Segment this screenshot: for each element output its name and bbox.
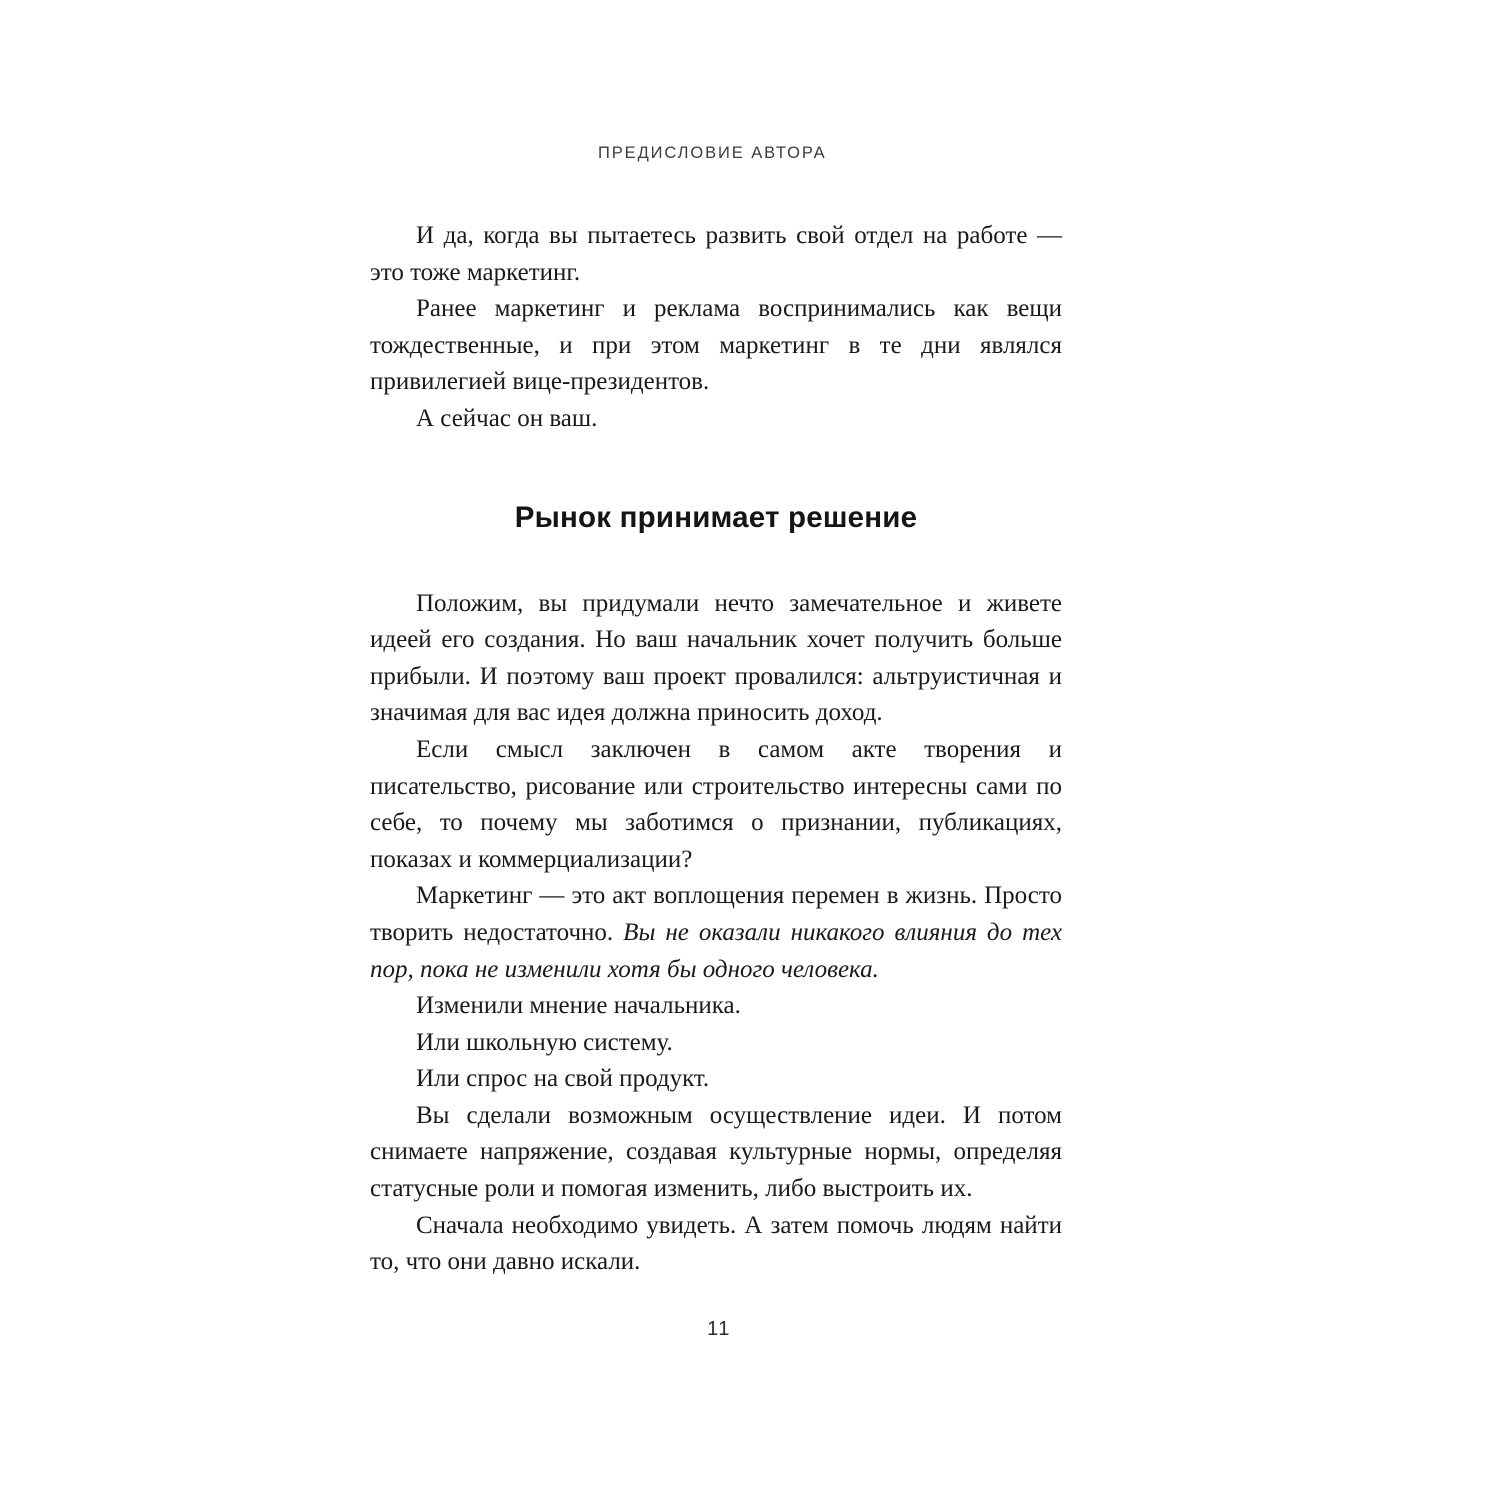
running-header-text: ПРЕДИСЛОВИЕ АВТОРА <box>598 144 827 162</box>
paragraph-6 <box>370 878 1062 988</box>
page-number <box>0 1318 1500 1341</box>
paragraph-6-lead: Маркетинг — это акт воплощения перемен в жизнь. Просто творить недостаточно. <box>370 882 1062 946</box>
page-number-value: 11 <box>707 1318 731 1340</box>
paragraph-1: И да, когда вы пытаетесь развить свой отдел на работе — это тоже маркетинг. <box>370 222 1062 286</box>
running-header <box>370 144 1062 163</box>
paragraph-7: Изменили мнение начальника. <box>416 992 741 1020</box>
section-heading: Рынок принимает решение <box>514 500 918 534</box>
spacer-below-heading <box>370 536 1062 586</box>
paragraph-6-italic-emphasis: Вы не оказали никакого влияния до тех пор, пока не изменили хотя бы одного человека. <box>370 918 1062 983</box>
paragraph-3: А сейчас он ваш. <box>416 404 598 432</box>
paragraph-10: Вы сделали возможным осуществление идеи. И потом снимаете напряжение, создавая культурные нормы, определяя статусные роли и помогая изменить, либо выстроить их. <box>370 1101 1062 1203</box>
spacer-above-heading <box>370 438 1062 500</box>
text-column <box>370 218 1062 1281</box>
paragraph-8: Или школьную систему. <box>416 1028 673 1056</box>
paragraph-2: Ранее маркетинг и реклама воспринимались как вещи тождественные, и при этом маркетинг в те дни являлся привилегией вице-президентов. <box>370 295 1062 396</box>
paragraph-11: Сначала необходимо увидеть. А затем помочь людям найти то, что они давно искали. <box>370 1211 1062 1276</box>
paragraph-4: Положим, вы придумали нечто замечательное и живете идеей его создания. Но ваш начальник хочет получить больше прибыли. И поэтому ваш проект провалился: альтруистичная и значимая для вас идея должна приносить доход. <box>370 589 1062 727</box>
paragraph-9: Или спрос на свой продукт. <box>416 1065 710 1093</box>
paragraph-5: Если смысл заключен в самом акте творения и писательство, рисование или строительство интересны сами по себе, то почему мы заботимся о признании, публикациях, показах и коммерциализации? <box>370 735 1062 873</box>
